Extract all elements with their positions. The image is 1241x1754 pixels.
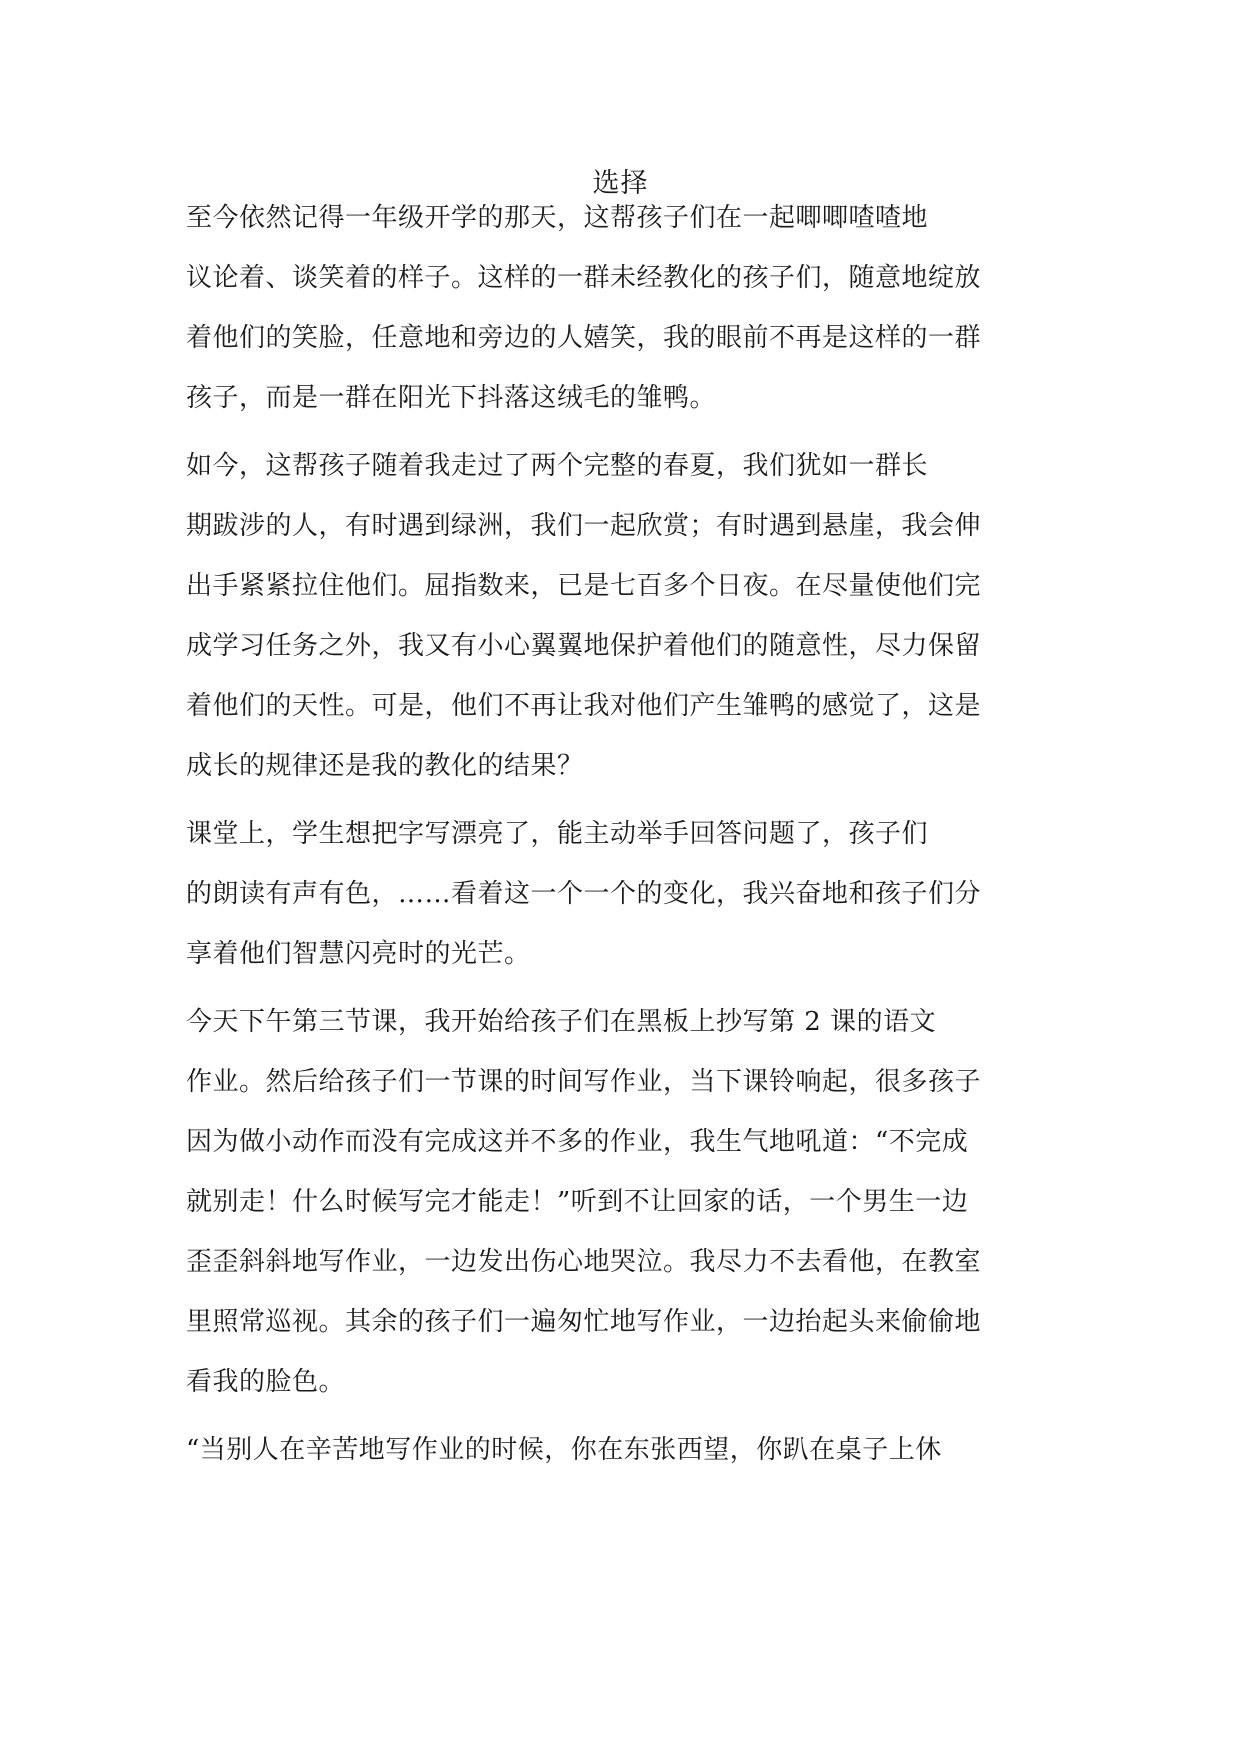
text-line: 至今依然记得一年级开学的那天，这帮孩子们在一起唧唧喳喳地 bbox=[186, 203, 929, 233]
text-line: 歪歪斜斜地写作业，一边发出伤心地哭泣。我尽力不去看他，在教室 bbox=[186, 1247, 982, 1277]
text-line: 的朗读有声有色，……看着这一个一个的变化，我兴奋地和孩子们分 bbox=[186, 879, 982, 909]
text-line: 如今，这帮孩子随着我走过了两个完整的春夏，我们犹如一群长 bbox=[186, 451, 929, 481]
text-line: 期跋涉的人，有时遇到绿洲，我们一起欣赏；有时遇到悬崖，我会伸 bbox=[186, 511, 982, 541]
text-line: 作业。然后给孩子们一节课的时间写作业，当下课铃响起，很多孩子 bbox=[186, 1067, 982, 1097]
text-line: 享着他们智慧闪亮时的光芒。 bbox=[186, 939, 531, 969]
text-line: 着他们的笑脸，任意地和旁边的人嬉笑，我的眼前不再是这样的一群 bbox=[186, 323, 982, 353]
text-line: 今天下午第三节课，我开始给孩子们在黑板上抄写第 2 课的语文 bbox=[186, 1007, 937, 1037]
text-line: “当别人在辛苦地写作业的时候，你在东张西望，你趴在桌子上休 bbox=[186, 1435, 942, 1465]
text-line: 里照常巡视。其余的孩子们一遍匆忙地写作业，一边抬起头来偷偷地 bbox=[186, 1307, 982, 1337]
text-line: 看我的脸色。 bbox=[186, 1367, 346, 1397]
text-line: 孩子，而是一群在阳光下抖落这绒毛的雏鸭。 bbox=[186, 383, 717, 413]
text-line: 成长的规律还是我的教化的结果？ bbox=[186, 751, 584, 781]
text-line: 出手紧紧拉住他们。屈指数来，已是七百多个日夜。在尽量使他们完 bbox=[186, 571, 982, 601]
text-line: 就别走！什么时候写完才能走！”听到不让回家的话，一个男生一边 bbox=[186, 1187, 969, 1217]
text-line: 成学习任务之外，我又有小心翼翼地保护着他们的随意性，尽力保留 bbox=[186, 631, 982, 661]
text-line: 课堂上，学生想把字写漂亮了，能主动举手回答问题了，孩子们 bbox=[186, 819, 929, 849]
document-title: 选择 bbox=[592, 168, 649, 199]
text-line: 议论着、谈笑着的样子。这样的一群未经教化的孩子们，随意地绽放 bbox=[186, 263, 982, 293]
text-line: 因为做小动作而没有完成这并不多的作业，我生气地吼道：“不完成 bbox=[186, 1127, 969, 1157]
text-line: 着他们的天性。可是，他们不再让我对他们产生雏鸭的感觉了，这是 bbox=[186, 691, 982, 721]
